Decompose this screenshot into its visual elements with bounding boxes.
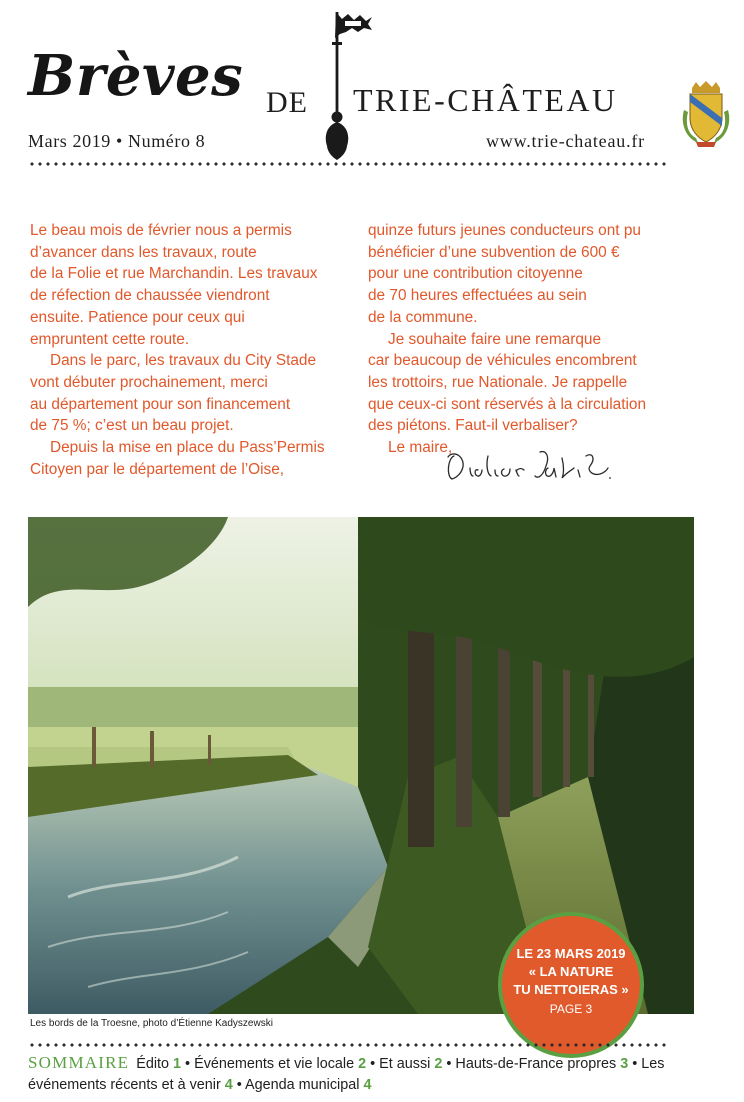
editorial-line: des piétons. Faut-il verbaliser? <box>368 417 578 435</box>
editorial-line: car beaucoup de véhicules encombrent <box>368 352 637 370</box>
summary-item-evenements[interactable] <box>194 1056 366 1072</box>
bottom-dotted-divider <box>28 1043 668 1047</box>
badge-date: LE 23 MARS 2019 <box>516 946 626 961</box>
summary-item-page: 3 <box>620 1056 629 1072</box>
website-link[interactable]: www.trie-chateau.fr <box>486 131 645 151</box>
summary-nav: SOMMAIRE Édito 1 • Événements et vie locale 2 • Et aussi 2 • Hauts-de-France propres 3 • Les événements récents et à venir 4 • Agenda municipal 4 <box>28 1053 665 1093</box>
editorial-line: de 75 %; c’est un beau projet. <box>30 417 234 435</box>
summary-item-page: 2 <box>434 1056 443 1072</box>
summary-item-label: Hauts-de-France propres <box>455 1056 617 1072</box>
summary-item-hauts-de-france[interactable] <box>455 1056 628 1072</box>
summary-item-edito[interactable] <box>136 1056 181 1072</box>
summary-item-page: 4 <box>224 1077 233 1093</box>
summary-item-label: Les événements récents et à venir <box>28 1056 665 1093</box>
issue-date-number: Mars 2019 • Numéro 8 <box>28 131 206 151</box>
editorial-line: de 70 heures effectuées au sein <box>368 287 587 305</box>
editorial-line: de la Folie et rue Marchandin. Les travaux <box>30 265 318 283</box>
summary-item-label: Agenda municipal <box>245 1077 360 1093</box>
summary-item-label: Événements et vie locale <box>194 1056 355 1072</box>
masthead-brand-script: Brèves <box>28 43 244 109</box>
summary-item-page: 1 <box>173 1056 182 1072</box>
editorial-line: de réfection de chaussée viendront <box>30 287 270 305</box>
editorial-line: Dans le parc, les travaux du City Stade <box>50 352 317 370</box>
badge-page-ref: PAGE 3 <box>549 1002 593 1016</box>
editorial-line: de la commune. <box>368 308 478 326</box>
editorial-column-right <box>368 220 698 459</box>
summary-item-et-aussi[interactable] <box>379 1056 442 1072</box>
editorial-line: empruntent cette route. <box>30 330 190 348</box>
mayor-signoff: Le maire, <box>388 439 453 457</box>
badge-title-line2: TU NETTOIERAS » <box>513 982 629 997</box>
summary-item-label: Édito <box>136 1056 170 1072</box>
editorial-line: Je souhaite faire une remarque <box>388 330 602 348</box>
editorial-line: au département pour son financement <box>30 395 291 413</box>
editorial-line: les trottoirs, rue Nationale. Je rappelle <box>368 373 628 391</box>
top-dotted-divider <box>28 162 668 166</box>
editorial-line: Le beau mois de février nous a permis <box>30 222 292 239</box>
nature-cleanup-badge[interactable] <box>498 912 644 1058</box>
editorial-line: ensuite. Patience pour ceux qui <box>30 308 245 326</box>
editorial-column-left <box>30 220 360 480</box>
editorial-line: quinze futurs jeunes conducteurs ont pu <box>368 222 641 239</box>
coat-of-arms-icon <box>678 80 734 150</box>
summary-item-page: 2 <box>358 1056 367 1072</box>
editorial-line: bénéficier d’une subvention de 600 € <box>368 243 620 261</box>
masthead-brand-town: TRIE-CHÂTEAU <box>353 82 618 118</box>
masthead-brand-de: DE <box>266 86 308 119</box>
summary-heading: SOMMAIRE <box>28 1053 130 1072</box>
badge-title-line1: « LA NATURE <box>528 964 614 979</box>
editorial-line: Citoyen par le département de l’Oise, <box>30 460 285 478</box>
editorial-line: d’avancer dans les travaux, route <box>30 243 257 261</box>
editorial-line: Depuis la mise en place du Pass’Permis <box>50 439 325 457</box>
summary-item-agenda[interactable] <box>245 1077 371 1093</box>
summary-item-label: Et aussi <box>379 1056 431 1072</box>
editorial-line: que ceux-ci sont réservés à la circulation <box>368 395 647 413</box>
mayor-signature <box>440 446 630 488</box>
summary-item-page: 4 <box>363 1077 372 1093</box>
editorial-line: pour une contribution citoyenne <box>368 265 583 283</box>
editorial-line: vont débuter prochainement, merci <box>30 373 268 391</box>
photo-caption: Les bords de la Troesne, photo d’Étienne Kadyszewski <box>30 1018 273 1029</box>
